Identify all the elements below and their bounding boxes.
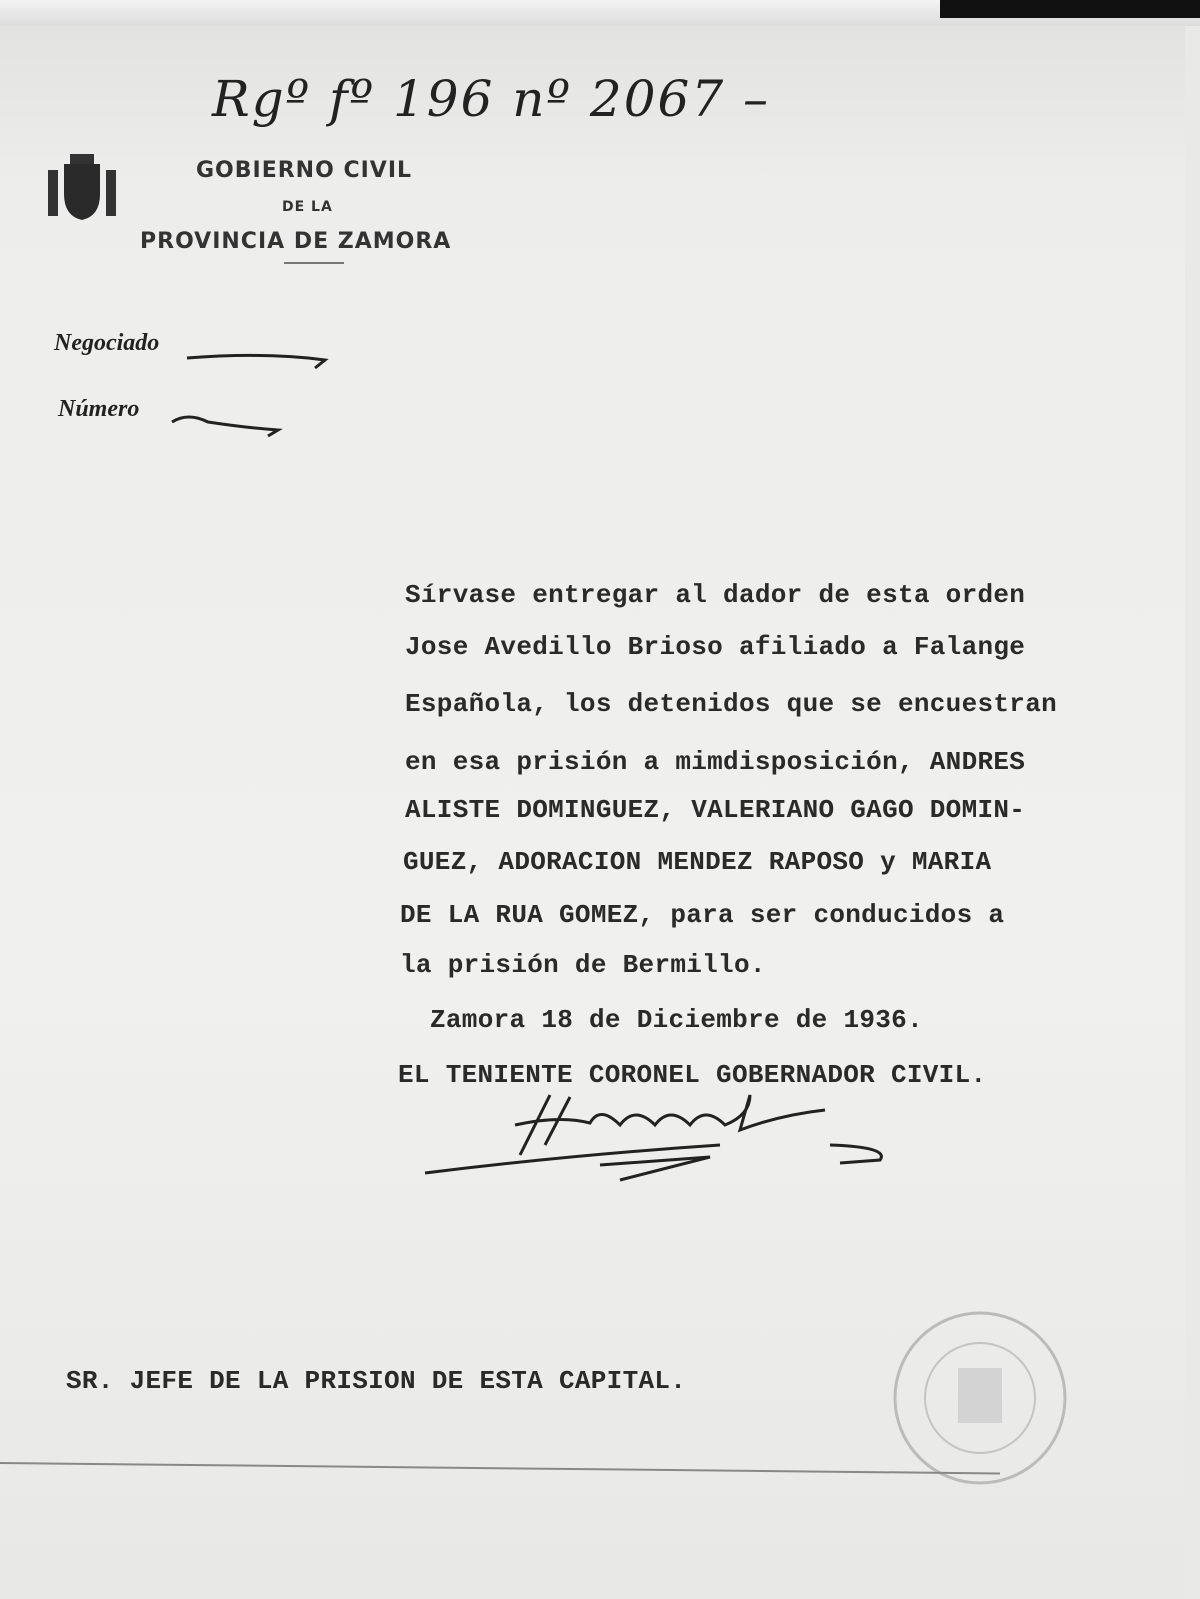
signatory-title: EL TENIENTE CORONEL GOBERNADOR CIVIL. xyxy=(398,1060,987,1090)
body-line: GUEZ, ADORACION MENDEZ RAPOSO y MARIA xyxy=(403,847,992,877)
recipient-line: SR. JEFE DE LA PRISION DE ESTA CAPITAL. xyxy=(66,1366,687,1396)
body-line: DE LA RUA GOMEZ, para ser conducidos a xyxy=(400,900,1005,930)
body-line: Española, los detenidos que se encuestran xyxy=(405,689,1058,719)
body-line: la prisión de Bermillo. xyxy=(400,950,766,980)
letterhead-line3: PROVINCIA DE ZAMORA xyxy=(140,229,452,254)
negociado-label: Negociado xyxy=(54,330,160,356)
letterhead-line1: GOBIERNO CIVIL xyxy=(196,158,413,183)
letterhead-line2: DE LA xyxy=(282,199,333,215)
negociado-dash xyxy=(185,350,335,374)
body-line: Jose Avedillo Brioso afiliado a Falange xyxy=(405,632,1026,662)
numero-dash xyxy=(168,408,288,438)
signature xyxy=(420,1085,900,1195)
coat-of-arms-icon xyxy=(44,152,120,224)
letterhead-rule xyxy=(284,262,344,264)
body-line: en esa prisión a mimdisposición, ANDRES xyxy=(405,747,1026,777)
scan-top-edge xyxy=(0,0,1200,26)
handwritten-registry-note: Rgº fº 196 nº 2067 – xyxy=(212,70,771,128)
body-line: ALISTE DOMINGUEZ, VALERIANO GAGO DOMIN- xyxy=(405,795,1026,825)
numero-label: Número xyxy=(58,396,140,422)
body-line: Sírvase entregar al dador de esta orden xyxy=(405,580,1026,610)
archive-stamp xyxy=(890,1308,1070,1488)
date-line: Zamora 18 de Diciembre de 1936. xyxy=(430,1005,923,1035)
